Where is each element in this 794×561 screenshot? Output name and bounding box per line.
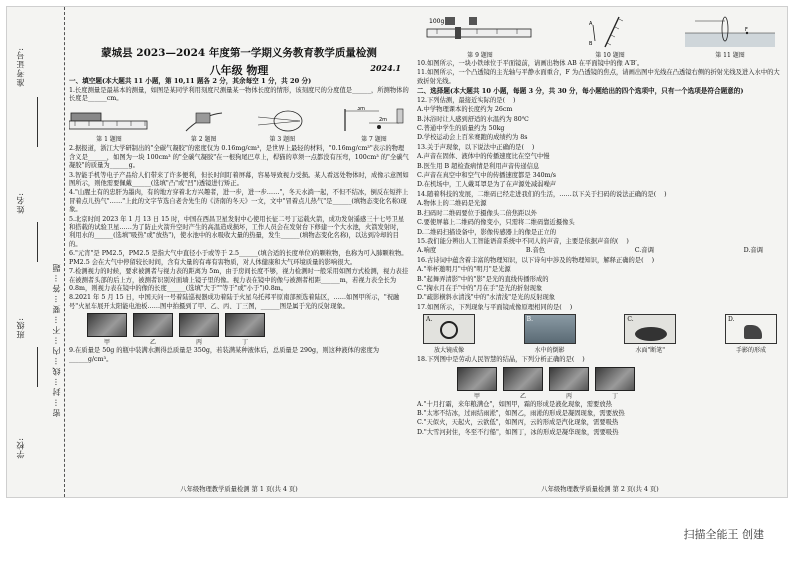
magnifier-image [423, 314, 475, 344]
scanner-watermark: 扫描全能王 创建 [683, 528, 764, 541]
svg-text:2m: 2m [378, 117, 388, 124]
seal-line-text: 密 ··· 封 ··· 线 ··· 内 ··· 不 ··· 要 ··· 答 ··· 题 [52, 263, 61, 417]
fig-7-caption: 第 7 题图 [361, 136, 387, 144]
fig-1 [69, 109, 149, 143]
svg-text:F: F [745, 27, 748, 33]
class-line [37, 347, 38, 387]
photo-yi [133, 313, 173, 337]
question-16: 16.古诗词中蕴含着丰富的物理知识，以下诗句中涉及的物理知识，解释正确的是( ) [417, 256, 655, 264]
fig-9-caption: 第 9 题图 [467, 52, 493, 59]
q13-option-d: D.在机场中，工人戴耳罩是为了在声源处减弱噪声 [417, 181, 557, 189]
q17-option-figures [417, 314, 783, 354]
q13-option-c: C.声音在真空中和空气中的传播速度都是 340m/s [417, 172, 556, 180]
exam-title: 蒙城县 2023—2024 年度第一学期义务教育教学质量检测 [101, 47, 377, 59]
q17-letter-c: C. [627, 316, 634, 324]
page-1 [69, 11, 409, 495]
grade-row [69, 62, 409, 76]
fig-1-caption: 第 1 题图 [96, 136, 122, 144]
fig-3-caption: 第 3 题图 [269, 136, 296, 144]
q17-fig-b [524, 314, 576, 354]
fig-2 [182, 109, 226, 143]
q17-caption-c: 水面"断笔" [635, 347, 666, 355]
question-4: 4."山腥土有的忠肝为墨肉，有的地方穿着北方兴趣者，进一步，进一步……"，冬天水淌一起，不但不结冰，倒反在短拌上冒着点儿热气"……"上此的文字节选自老舍先生的《济南的冬天》一文，文中"冒着点儿热气"是______(填物态变化名称)现象。 [69, 189, 409, 214]
q17-caption-b: 水中的倒影 [534, 347, 565, 355]
q15-option-b: B.音色 [525, 247, 546, 255]
photo-ding [225, 313, 265, 337]
balance-beam-figure [425, 15, 535, 49]
fig-7 [339, 107, 409, 143]
name-label: 姓名: [16, 192, 25, 214]
q17-fig-c [624, 314, 676, 354]
svg-text:B: B [589, 41, 593, 47]
photo-caption: 丁 [241, 339, 248, 347]
question-14: 14.随着科技的发展，二维码已经走进我们的生活，……以下关于扫码的说法正确的是( ) [417, 190, 667, 198]
exam-date: 2024.1 [370, 63, 401, 73]
question-15: 15.我们能分辨出人工智能语音系统中不同人的声音，主要是依据声音的( ) [417, 237, 629, 245]
ruler-figure [69, 109, 149, 133]
q16-option-a: A."举杯邀明月"中的"明月"是光源 [417, 266, 511, 274]
question-3: 3.智能手机等电子产品给人们带来了许多便利，但长时间盯着屏幕，容易导致视力受损。某人看远处物体时，成像示意图如图所示，则他需要佩戴______(选填"凸"或"凹")透镜进行矫正。 [69, 171, 409, 188]
q17-caption-a: 放大镜成像 [433, 347, 464, 355]
vision-test-figure [339, 107, 409, 133]
q12-option-d: D.学校运动会上百米赛跑的成绩约为 8s [417, 134, 528, 142]
fig-11 [685, 15, 775, 59]
q17-fig-a [423, 314, 475, 354]
question-2: 2.据报道，浙江大学研制出的"全碳气凝胶"的密度仅为 0.16mg/cm³，是世界上最轻的材料，"0.16mg/cm³"表示的物理含义是______，如图为一块 100cm³ 的"全碳气凝胶"在一根狗尾巴草上，桿猫的草须一点都没有压弯，100cm³ 的"全碳气凝胶"的质量为______g。 [69, 145, 409, 170]
q15-options [417, 247, 783, 255]
section-1-heading: 一、填空题(本大题共 11 小题，第 10,11 题各 2 分，其余每空 1 分，共 20 分) [69, 77, 312, 85]
q12-option-b: B.沐浴时让人感到舒适的水温约为 80℃ [417, 115, 529, 123]
fig-2-caption: 第 2 题图 [190, 136, 217, 144]
question-8: 8.2021 年 5 月 15 日，中国天问一号着陆巡视器成功着陆于火星乌托邦平原南部预选着陆区，……如图甲所示，"祝融号"火星车展开太阳能电池板……图中拍摄到了甲、乙、丙、丁三图，______图是属于光的反射现象。 [69, 294, 400, 310]
q8-photo-captions [87, 337, 409, 346]
question-13: 13.关于声现象，以下说法中正确的是( ) [417, 143, 535, 151]
page-2 [417, 11, 783, 495]
page-2-footer: 八年级物理教学质量检测 第 2 页(共 4 页) [541, 486, 659, 493]
q18-caption: 丙 [565, 392, 572, 400]
question-11: 11.如图所示，一个凸透镜的主光轴与平静水面重合，F 为凸透镜的焦点，请画出图中光线在凸透镜右侧的折射光线及进入水中的大致折射光线。 [417, 69, 780, 85]
q18-photo-jia [457, 367, 497, 391]
aerogel-figure [182, 109, 226, 133]
question-5: 5.北京时间 2023 年 1 月 13 日 15 时，中国在西昌卫星发射中心使用长征二号丁运载火箭，成功发射遥感三十七号卫星和搭载的试验卫星……为了防止火箭升空时产生的高温造成损坏，工作人员会在发射台下修建一个大水池，火箭发射时，利用水的______(选填"吸热"或"放热")，使水池中的水吸收大量的热量，发生______(填物态变化名称)，以达到冷却的目的。 [69, 215, 405, 248]
q17-caption-d: 手影的形成 [735, 347, 766, 355]
q18-photo-bing [549, 367, 589, 391]
exam-no-line [37, 97, 38, 147]
q17-letter-d: D. [727, 316, 735, 324]
q12-option-c: C.普通中学生的质量约为 50kg [417, 125, 505, 133]
photo-caption: 丙 [195, 339, 202, 347]
q17-letter-a: A. [426, 316, 433, 324]
fig-10-caption: 第 10 题图 [595, 52, 625, 59]
broken-pen-image [624, 314, 676, 344]
photo-caption: 乙 [149, 339, 156, 347]
class-label: 班级: [16, 317, 25, 339]
photo-jia [87, 313, 127, 337]
question-10: 10.如图所示，一块小铁球位于平面镜前，请画出物体 AB 在平面镜中的像 A′B′。 [417, 60, 644, 67]
q15-option-a: A.响度 [417, 247, 437, 255]
q18-caption: 丁 [611, 392, 618, 400]
question-17: 17.如图所示，下列现象与平面镜成像原理相同的是( ) [417, 303, 573, 311]
water-reflection-image [524, 314, 576, 344]
photo-bing [179, 313, 219, 337]
grade-subject: 八年级 物理 [209, 64, 269, 77]
photo-caption: 甲 [103, 339, 110, 347]
figure-row-top [417, 11, 783, 59]
q16-option-c: C."掬水月在手"中的"月在手"是光的折射现象 [417, 284, 543, 292]
q16-option-d: D."疏影横斜水清浅"中的"水清浅"是光的反射现象 [417, 294, 556, 302]
q14-option-c: C.要使屏幕上二维码的像变小，只需将二维码靠近摄像头 [417, 219, 575, 227]
q16-option-b: B."起舞弄清影"中的"影"是光的直线传播形成的 [417, 275, 549, 283]
binding-strip [7, 7, 65, 497]
balance-weight-label: 100g [429, 18, 445, 25]
question-7: 7.检测视力的时候，要求被测者与视力表的距离为 5m，由于房间长度不够，视力检测时一般采用如图方式检测，视力表挂在被测者头部的后上方，被测者识别对面墙上镜子里的像。视力表在镜中的像与被测者相距______m，若视力表全长为 0.8m，则视力表在镜中的像的长度______(选填"大于""等于"或"小于")0.8m。 [69, 268, 409, 292]
fig-11-caption: 第 11 题图 [715, 52, 745, 59]
q18-photo-yi [503, 367, 543, 391]
school-label: 学校: [16, 437, 25, 459]
q18-photos [457, 367, 783, 391]
q15-option-c: C.音调 [634, 247, 654, 255]
eye-figure [258, 109, 306, 133]
question-1: 1.长度测量是最基本的测量，如图是某同学利用刻度尺测量某一物体长度的情形，该刻度尺的分度值是______，所测物体的长度是______cm。 [69, 86, 409, 102]
q13-option-b: B.医生用 B 超检查病情是利用声音传递信息 [417, 162, 540, 170]
q18-option-d: D."大雪河封住，冬至不行船"，如图丁，冰的形成是凝华现象，需要吸热 [417, 428, 619, 436]
fig-9 [425, 15, 535, 59]
question-12: 12.下列估测，最接近实际的是( ) [417, 96, 516, 104]
plane-mirror-figure [585, 15, 635, 49]
figure-row-1 [69, 105, 409, 143]
q18-caption: 乙 [519, 392, 526, 400]
section-2-heading: 二、选择题(本大题共 10 小题，每题 3 分，共 30 分，每小题给出的四个选项中，只有一个选项是符合题意的) [417, 87, 744, 96]
q14-option-a: A.物体上的二维码是光源 [417, 200, 487, 208]
question-6: 6."元宵"是 PM2.5，PM2.5 是指大气中直径小于或等于 2.5______(填合适的长度单位)的颗粒物，也称为可入肺颗粒物。PM2.5 会在大气中停留较长时间，含有大量的有毒有害物质，对人体健康和大气环境质量的影响很大。 [69, 250, 408, 266]
fig-10 [585, 15, 635, 59]
q8-photos [87, 313, 409, 337]
svg-text:A: A [589, 21, 593, 27]
exam-sheet [6, 6, 788, 498]
q18-photo-captions [457, 391, 783, 400]
q18-photo-ding [595, 367, 635, 391]
q13-option-a: A.声音在固体、液体中的传播速度比在空气中慢 [417, 153, 550, 161]
q12-option-a: A.中学物理课本的长度约为 26cm [417, 106, 513, 114]
name-line [37, 222, 38, 262]
question-18: 18.下列图中是劳动人民智慧的结晶，下列分析正确的是( ) [417, 356, 585, 364]
q18-option-b: B."太寒不结冰，过雨结雨淞"，如图乙，雨淞的形成是凝固现象，需要放热 [417, 409, 625, 417]
q14-option-b: B.扫码时二维码要位于摄像头二倍焦距以外 [417, 209, 537, 217]
hand-shadow-image [725, 314, 777, 344]
q14-option-d: D.二维码扫描设备中，影像传感器上的像是正立的 [417, 228, 557, 236]
exam-no-label: 准考证号: [16, 47, 25, 87]
q18-option-a: A."十月打霜，来年粮满仓"，如图甲，霜的形成是液化现象，需要放热 [417, 400, 612, 408]
q18-caption: 甲 [473, 392, 480, 400]
svg-text:3m: 3m [356, 107, 366, 113]
fig-3 [258, 109, 306, 143]
question-9: 9.在质量是 50g 的瓶中装满水测得总质量是 350g，若装满某种液体后，总质量是 290g，则这种液体的密度为______g/cm³。 [69, 347, 380, 363]
q17-fig-d [725, 314, 777, 354]
q17-letter-b: B. [526, 316, 533, 324]
q15-option-d: D.音调 [743, 247, 763, 255]
q18-option-c: C."天似火，天起火，云欲低"，如图丙，云的形成是汽化现象，需要吸热 [417, 419, 619, 427]
page-1-footer: 八年级物理教学质量检测 第 1 页(共 4 页) [180, 486, 298, 493]
convex-lens-figure [685, 15, 775, 49]
